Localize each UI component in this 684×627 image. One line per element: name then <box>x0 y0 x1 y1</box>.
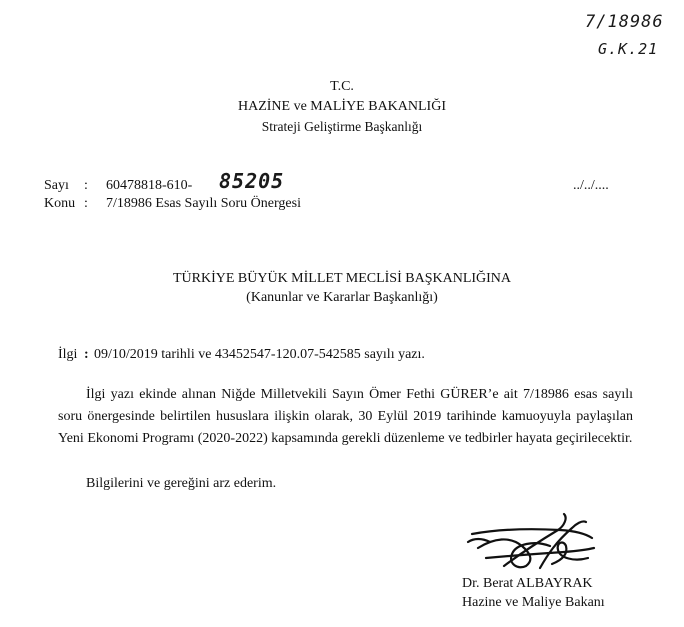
handwritten-number: 7/18986 <box>585 12 664 32</box>
signature-name: Dr. Berat ALBAYRAK <box>462 576 593 591</box>
sayi-label: Sayı <box>44 178 69 193</box>
ilgi-label: İlgi <box>58 347 78 362</box>
header-department: Strateji Geliştirme Başkanlığı <box>261 119 423 134</box>
closing-paragraph: Bilgilerini ve gereğini arz ederim. <box>86 476 277 491</box>
recipient-title: TÜRKİYE BÜYÜK MİLLET MECLİSİ BAŞKANLIĞINA <box>172 271 512 286</box>
recipient-subtitle: (Kanunlar ve Kararlar Başkanlığı) <box>246 290 438 305</box>
ilgi-value: 09/10/2019 tarihli ve 43452547-120.07-542585 sayılı yazı. <box>94 347 425 362</box>
ilgi-colon: : <box>84 347 89 362</box>
body-paragraph: İlgi yazı ekinde alınan Niğde Milletvekili Sayın Ömer Fethi GÜRER’e ait 7/18986 esas sayılı soru önergesinde belirtilen hususlara ilişkin olarak, 30 Eylül 2019 tarihinde kamuoyuyla paylaşılan Yeni Ekonomi Programı (2020-2022) kapsamında gerekli düzenleme ve tedbirler hayata geçirilecektir. <box>58 387 633 446</box>
sayi-value: 60478818-610- <box>106 178 193 193</box>
sayi-handwritten-number: 85205 <box>219 169 285 193</box>
signature-title: Hazine ve Maliye Bakanı <box>462 595 605 610</box>
konu-colon: : <box>84 196 88 211</box>
konu-label: Konu <box>44 196 76 211</box>
sayi-colon: : <box>84 178 88 193</box>
handwritten-initials: G.K.21 <box>598 40 659 58</box>
header-ministry: HAZİNE ve MALİYE BAKANLIĞI <box>237 99 446 114</box>
konu-value: 7/18986 Esas Sayılı Soru Önergesi <box>106 196 301 211</box>
header-republic: T.C. <box>330 79 354 94</box>
handwritten-signature <box>464 508 604 580</box>
date-placeholder: ../../.... <box>573 178 609 193</box>
